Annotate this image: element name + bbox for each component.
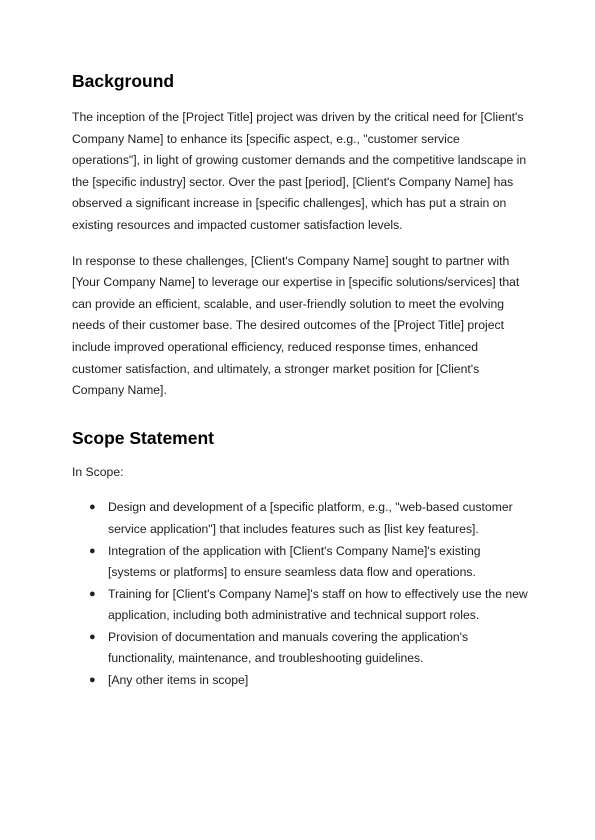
scope-item-text: Design and development of a [specific platform, e.g., "web-based customer service application"] that includes features such as [list key features]. xyxy=(108,500,513,536)
background-paragraph-2: In response to these challenges, [Client's Company Name] sought to partner with [Your Company Name] to leverage our expertise in [specific solutions/services] that can provide an efficient, scalable, and user-friendly solution to meet the evolving needs of their customer base. The desired outcomes of the [Project Title] project include improved operational efficiency, reduced response times, enhanced customer satisfaction, and ultimately, a stronger market position for [Client's Company Name]. xyxy=(72,253,520,398)
bullet-icon: ● xyxy=(89,501,96,514)
background-paragraph-1: The inception of the [Project Title] project was driven by the critical need for [Client's Company Name] to enhance its [specific aspect, e.g., "customer service operations"], in light of growing customer demands and the competitive landscape in the [specific industry] sector. Over the past [period], [Client's Company Name] has observed a significant increase in [specific challenges], which has put a strain on existing resources and impacted customer satisfaction levels. xyxy=(72,110,527,232)
scope-list-item xyxy=(72,497,528,540)
scope-statement-heading: Scope Statement xyxy=(72,427,214,448)
in-scope-label: In Scope: xyxy=(72,464,124,479)
scope-list-item xyxy=(72,627,528,670)
document-body xyxy=(72,69,528,692)
scope-list-item xyxy=(72,541,528,584)
bullet-icon: ● xyxy=(89,674,96,687)
scope-item-text: Training for [Client's Company Name]'s staff on how to effectively use the new application, including both administrative and technical support roles. xyxy=(108,586,528,623)
bullet-icon: ● xyxy=(89,587,96,600)
bullet-icon: ● xyxy=(89,544,96,557)
scope-list-item xyxy=(72,670,528,692)
bullet-icon: ● xyxy=(89,630,96,643)
scope-list-item xyxy=(72,584,528,627)
scope-item-text: Integration of the application with [Client's Company Name]'s existing [systems or platforms] to ensure seamless data flow and operations. xyxy=(108,543,481,580)
scope-item-text: Provision of documentation and manuals covering the application's functionality, maintenance, and troubleshooting guidelines. xyxy=(108,629,469,666)
background-heading: Background xyxy=(72,71,175,91)
scope-list xyxy=(72,497,528,691)
scope-item-text: [Any other items in scope] xyxy=(108,673,249,688)
